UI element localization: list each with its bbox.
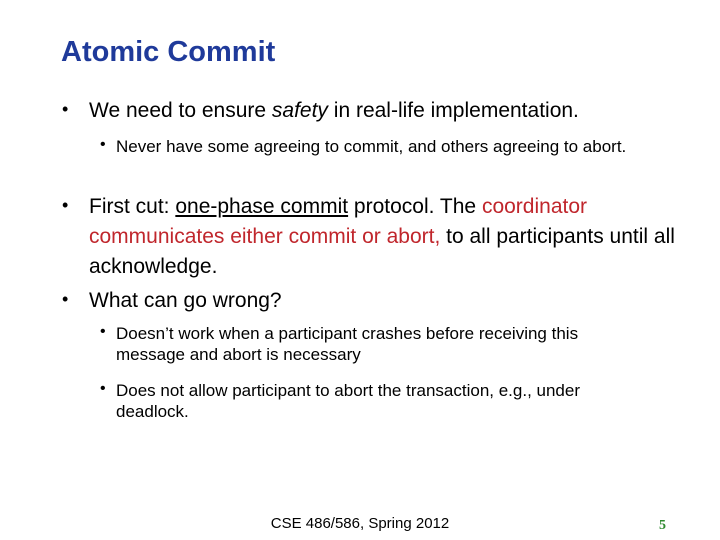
sub-bullet-text: Never have some agreeing to commit, and others agreeing to abort. xyxy=(116,137,627,156)
text-run: We need to ensure xyxy=(89,99,272,122)
bullet-icon: • xyxy=(62,99,69,119)
bullet-text xyxy=(89,192,679,282)
sub-bullet-text: Doesn’t work when a participant crashes before receiving this message and abort is necessary xyxy=(116,324,579,364)
underlined-term: one-phase commit xyxy=(175,195,349,218)
page-number: 5 xyxy=(659,518,666,533)
bullet-icon: • xyxy=(100,380,106,397)
text-run: in real-life implementation. xyxy=(327,99,579,122)
bullet-icon: • xyxy=(100,323,106,340)
bullet-text xyxy=(89,96,679,126)
slide-title: Atomic Commit xyxy=(61,36,276,68)
slide-footer: CSE 486/586, Spring 2012 xyxy=(270,515,450,532)
emphasis-safety: safety xyxy=(271,99,328,122)
bullet-icon: • xyxy=(62,195,69,215)
bullet-icon: • xyxy=(100,136,106,153)
text-run: to all participants until all acknowledge. xyxy=(89,225,675,278)
sub-bullet-text: Does not allow participant to abort the transaction, e.g., under deadlock. xyxy=(116,381,580,421)
highlighted-phrase: coordinator communicates either commit or abort, xyxy=(89,195,588,248)
text-run: First cut: xyxy=(89,195,176,218)
bullet-icon: • xyxy=(62,289,69,309)
text-run: protocol. The xyxy=(348,195,482,218)
bullet-text: What can go wrong? xyxy=(89,289,282,312)
